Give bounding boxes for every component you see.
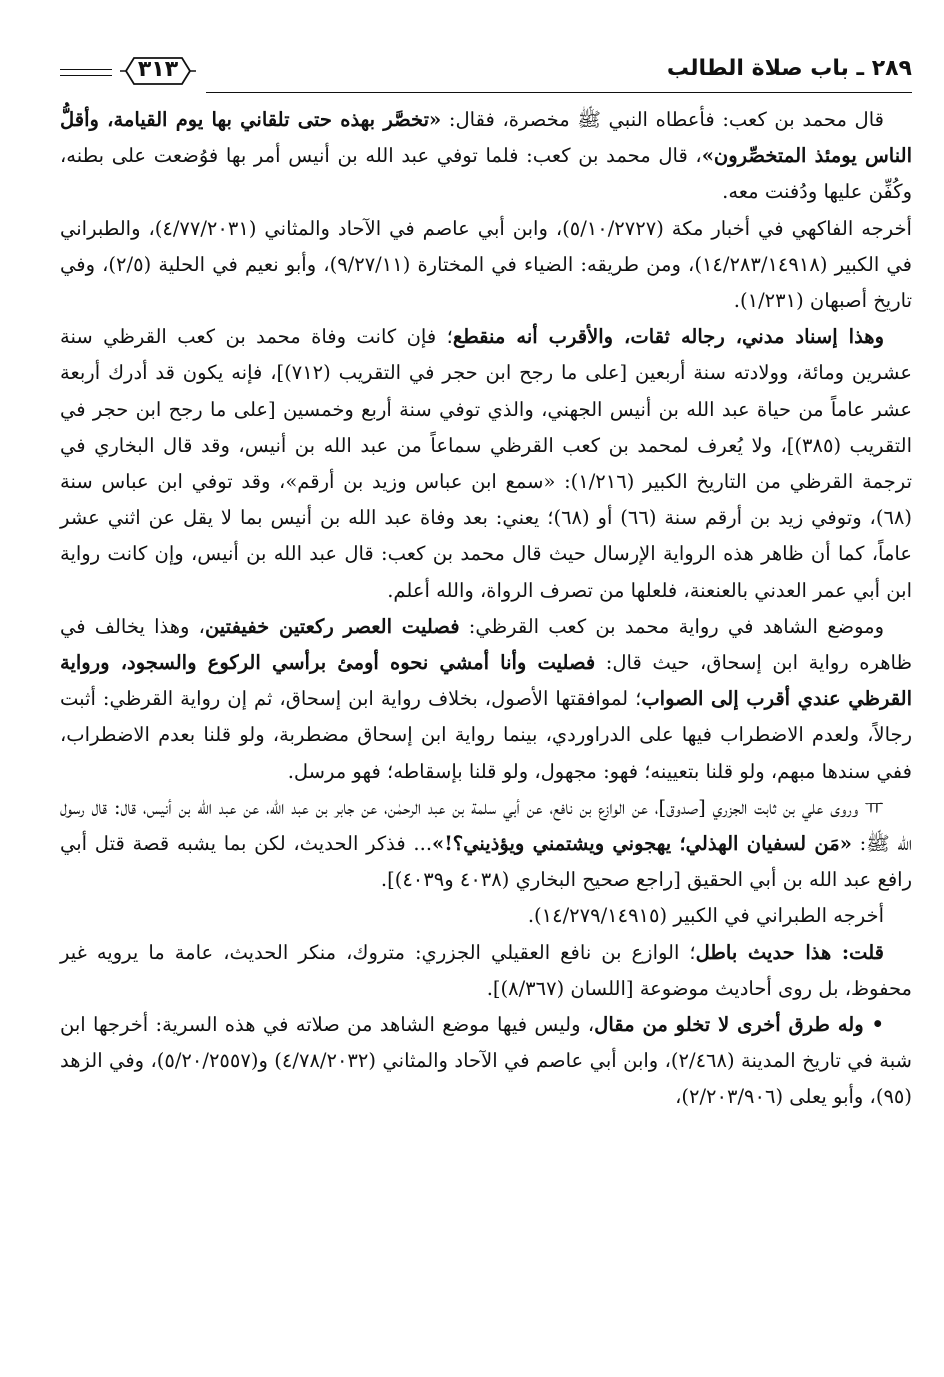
bold-text-segment: قلت: هذا حديث باطل [695, 940, 884, 964]
paragraph [60, 898, 912, 934]
bold-text-segment: فصليت وأنا أمشي نحوه أومئ برأسي الركوع والسجود، ورواية القرظي عندي أقرب إلى الصواب [60, 651, 913, 711]
bold-text-segment: فصليت العصر ركعتين خفيفتين [204, 614, 460, 638]
header-rule [206, 92, 912, 93]
text-segment: ￗ وروى علي بن ثابت الجزري [صدوق]، عن الوازع بن نافع، عن أبي سلمة بن عبد الرحمٰن، عن جابر بن عبد الله، عن عبد الله بن أنيس، قال: قال رسول الله ﷺ: [60, 795, 913, 856]
header-double-rule [60, 69, 112, 76]
page-header [60, 44, 912, 102]
text-segment: ... فذكر الحديث، لكن بما يشبه قصة قتل أبي رافع عبد الله بن أبي الحقيق [راجع صحيح البخاري (٤٠٣٨ و٤٠٣٩)]. [60, 832, 912, 892]
paragraph [60, 790, 912, 899]
paragraph [60, 319, 912, 609]
text-segment: ، وليس فيها موضع الشاهد من صلاته في هذه السرية: أخرجها ابن شبة في تاريخ المدينة (٢/٤٦٨)، وابن أبي عاصم في الآحاد والمثاني (٤/٧٨/٢٠٣٢) و(٥/٢٠/٢٥٥٧)، وفي الزهد (٩٥)، وأبو يعلى (٢/٢٠٣/٩٠٦)، [60, 1013, 912, 1109]
book-page [60, 44, 912, 1344]
page-body [60, 102, 912, 1116]
page-number-frame [118, 54, 198, 88]
text-segment: أخرجه الطبراني في الكبير (١٤/٢٧٩/١٤٩١٥). [527, 904, 884, 928]
text-segment: ، قال محمد بن كعب: فلما توفي عبد الله بن أنيس أمر بها فوُضعت على بطنه، وكُفِّن عليها ودُفنت معه. [60, 144, 912, 204]
bold-text-segment: «تخصَّر بهذه حتى تلقاني بها يوم القيامة، وأقلُّ الناس يومئذ المتخصِّرون» [60, 108, 912, 168]
page-number: ٣١٣ [137, 57, 179, 82]
text-segment: أخرجه الفاكهي في أخبار مكة (٥/١٠/٢٧٢٧)، وابن أبي عاصم في الآحاد والمثاني (٤/٧٧/٢٠٣١)، والطبراني في الكبير (١٤/٢٨٣/١٤٩١٨)، ومن طريقه: الضياء في المختارة (٩/٢٧/١١)، وأبو نعيم في الحلية (٢/٥)، وفي تاريخ أصبهان (١/٢٣١). [60, 216, 912, 313]
text-segment: ؛ الوازع بن نافع العقيلي الجزري: متروك، منكر الحديث، عامة ما يرويه غير محفوظ، بل روى أحاديث موضوعة [اللسان (٨/٣٦٧)]. [60, 940, 912, 1000]
paragraph [60, 211, 912, 320]
bold-text-segment: «مَن لسفيان الهذلي؛ يهجوني ويشتمني ويؤذيني؟!» [432, 832, 852, 856]
paragraph [60, 102, 912, 211]
text-segment: ؛ فإن كانت وفاة محمد بن كعب القرظي سنة عشرين ومائة، وولادته سنة أربعين [على ما رجح ابن حجر في التقريب (٧١٢)]، فإنه يكون قد أدرك أربعة عشر عاماً من حياة عبد الله بن أنيس الجهني، والذي توفي سنة أربع وخمسين [على ما رجح ابن حجر في التقريب (٣٨٥)]، ولا يُعرف لمحمد بن كعب القرظي سماعاً من عبد الله بن أنيس، وقد قال البخاري في ترجمة القرظي من التاريخ الكبير (١/٢١٦): «سمع ابن عباس وزيد بن أرقم»، وقد توفي ابن عباس سنة (٦٨)، وتوفي زيد بن أرقم سنة (٦٦) أو (٦٨)؛ يعني: بعد وفاة عبد الله بن أنيس بما لا يقل عن اثني عشر عاماً، كما أن ظاهر هذه الرواية الإرسال حيث قال محمد بن كعب: قال عبد الله بن أنيس، وإن كانت رواية ابن أبي عمر العدني بالعنعنة، فلعلها من تصرف الرواة، والله أعلم. [60, 325, 913, 602]
bold-text-segment: وهذا إسناد مدني، رجاله ثقات، والأقرب أنه منقطع [452, 325, 885, 349]
bold-text-segment: • وله طرق أخرى لا تخلو من مقال [594, 1013, 885, 1037]
paragraph [60, 609, 912, 790]
text-segment: ؛ لموافقتها الأصول، بخلاف رواية ابن إسحاق، ثم إن رواية القرظي: أثبت رجالاً، ولعدم الاضطراب فيها على الدراوردي، بينما رواية ابن إسحاق مضطربة، ولو قلنا بعدم الاضطراب، ففي سندها مبهم، ولو قلنا بتعيينه؛ فهو: مجهول، ولو قلنا بإسقاطه؛ فهو مرسل. [60, 687, 912, 783]
text-segment: ، وهذا يخالف في ظاهره رواية ابن إسحاق، حيث قال: [60, 614, 912, 675]
chapter-title: ٢٨٩ ـ باب صلاة الطالب [666, 56, 912, 81]
paragraph [60, 935, 912, 1007]
text-segment: وموضع الشاهد في رواية محمد بن كعب القرظي: [459, 614, 885, 638]
text-segment: قال محمد بن كعب: فأعطاه النبي ﷺ مخصرة، فقال: [441, 108, 884, 131]
paragraph [60, 1007, 912, 1116]
